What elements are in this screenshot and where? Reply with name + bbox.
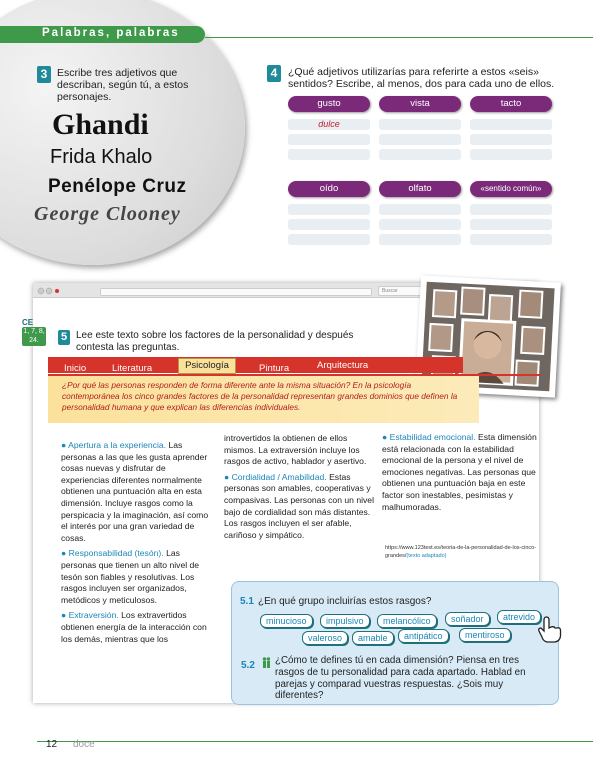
answer-box[interactable] xyxy=(379,134,461,145)
answer-box[interactable] xyxy=(379,119,461,130)
question-5-1-number: 5.1 xyxy=(240,596,254,607)
answer-box[interactable] xyxy=(288,134,370,145)
answer-box[interactable] xyxy=(379,204,461,215)
source-note: (texto adaptado) xyxy=(406,553,447,559)
answer-box[interactable] xyxy=(288,149,370,160)
trait-chip[interactable]: soñador xyxy=(445,612,490,626)
exercise-5-badge: 5 xyxy=(58,330,70,345)
exercise-4-instruction: ¿Qué adjetivos utilizarías para referirte a estos «seis» sentidos? Escribe, al menos, dos para cada uno de ellos. xyxy=(288,66,555,90)
answer-box[interactable] xyxy=(288,219,370,230)
exercise-4-badge: 4 xyxy=(267,65,281,82)
footer-rule xyxy=(37,741,593,742)
tab-bar xyxy=(48,357,463,373)
header-rule xyxy=(205,37,593,38)
hand-cursor-icon xyxy=(536,616,562,644)
heading-extraversion: Extraversión. xyxy=(68,610,119,621)
answer-box[interactable] xyxy=(288,204,370,215)
search-input[interactable]: Buscar xyxy=(378,286,433,296)
exercise-3-instruction: Escribe tres adjetivos que describan, según tú, a estos personajes. xyxy=(57,67,189,103)
sense-olfato: olfato xyxy=(379,181,461,197)
heading-estabilidad: Estabilidad emocional. xyxy=(389,432,476,442)
name-frida-khalo: Frida Khalo xyxy=(50,146,153,168)
name-ghandi: Ghandi xyxy=(52,108,149,141)
answer-box[interactable] xyxy=(379,149,461,160)
answer-box[interactable] xyxy=(470,219,552,230)
tab-literatura[interactable]: Literatura xyxy=(112,363,153,374)
trait-chip[interactable]: mentiroso xyxy=(459,628,511,642)
browser-nav-icon[interactable] xyxy=(37,286,77,296)
answer-box[interactable] xyxy=(288,234,370,245)
tab-inicio[interactable]: Inicio xyxy=(64,363,87,374)
source-link[interactable]: https://www.123test.es/teoria-de-la-personalidad-de-los-cinco-grandes/(texto adaptado) xyxy=(385,545,537,559)
question-5-2-number: 5.2 xyxy=(241,660,255,671)
url-bar[interactable] xyxy=(100,288,372,296)
trait-chip[interactable]: impulsivo xyxy=(320,614,370,628)
heading-cordialidad: Cordialidad / Amabilidad. xyxy=(231,471,327,482)
answer-box[interactable] xyxy=(470,119,552,130)
trait-chip[interactable]: atrevido xyxy=(497,610,541,624)
heading-apertura: Apertura a la experiencia. xyxy=(68,440,167,450)
intro-text: ¿Por qué las personas responden de forma diferente ante la misma situación? En la psicología contemporánea los cinco grandes factores de la personalidad representan grandes dominios que definen la personalidad humana y que explican las diferencias individuales. xyxy=(62,380,458,412)
question-5-1-text: ¿En qué grupo incluirías estos rasgos? xyxy=(258,596,432,607)
trait-chip[interactable]: antipático xyxy=(398,629,449,643)
text-cordialidad: Estas personas son amables, cooperativas y compasivas. Las personas con un nivel bajo de cordialidad son más distantes. Los rasgos incluyen el ser afable, cariñoso y simpático. xyxy=(224,471,374,540)
answer-box[interactable] xyxy=(379,234,461,245)
answer-box[interactable] xyxy=(379,219,461,230)
article-column-2: introvertidos la obtienen de ellos mismos. La extraversión incluye los rasgos de activo, hablador y asertivo. ● Cordialidad / Amabilidad. Estas personas son amables, cooperativas y compasivas. Las personas con un nivel bajo de cordialidad son más distantes. Los rasgos incluyen el ser afable, cariñoso y simpático. xyxy=(224,433,374,540)
ce-label: CE xyxy=(22,318,34,327)
name-george-clooney: George Clooney xyxy=(34,203,181,225)
answer-box[interactable] xyxy=(470,234,552,245)
trait-chip[interactable]: amable xyxy=(352,631,394,645)
tab-arquitectura[interactable]: Arquitectura xyxy=(317,360,369,371)
text-extraversion: Los extravertidos obtienen energía de la interacción con los demás, mientras que los xyxy=(61,610,207,644)
trait-chip[interactable]: valeroso xyxy=(302,631,348,645)
sense-vista: vista xyxy=(379,96,461,112)
answer-box[interactable]: dulce xyxy=(288,119,370,130)
exercise-3-badge: 3 xyxy=(37,66,51,83)
pair-work-icon xyxy=(262,657,270,668)
exercise-5-instruction: Lee este texto sobre los factores de la personalidad y después contesta las preguntas. xyxy=(76,330,354,353)
sense-sentido-comun: «sentido común» xyxy=(470,181,552,197)
page-number-word: doce xyxy=(73,739,95,750)
answer-box[interactable] xyxy=(470,134,552,145)
page-number: 12 xyxy=(46,739,58,750)
section-title: Palabras, palabras xyxy=(42,27,180,39)
text-apertura: Las personas a las que les gusta aprender cosas nuevas y disfrutar de experiencias diferentes normalmente obtienen una puntuación alta en esta dimensión. Incluye rasgos como la perspicacia y la imaginación, así como el interés por una gran variedad de cosas. xyxy=(61,440,209,543)
sense-tacto: tacto xyxy=(470,96,552,112)
tab-psicologia[interactable]: Psicología xyxy=(178,358,236,374)
sense-oido: oído xyxy=(288,181,370,197)
trait-chip[interactable]: minucioso xyxy=(260,614,313,628)
question-5-2-text: ¿Cómo te defines tú en cada dimensión? Piensa en tres rasgos de tu personalidad para cada apartado. Hablad en parejas y comparad vuestras respuestas. ¿Sois muy diferentes? xyxy=(275,655,526,702)
heading-responsabilidad: Responsabilidad (tesón). xyxy=(68,548,164,559)
answer-box[interactable] xyxy=(470,204,552,215)
tab-pintura[interactable]: Pintura xyxy=(259,363,290,374)
text-responsabilidad: Las personas que tienen un alto nivel de tesón son fiables y resolutivas. Los rasgos incluyen ser organizados, metódicos y meticulosos. xyxy=(61,548,200,605)
answer-box[interactable] xyxy=(470,149,552,160)
text-estabilidad: Esta dimensión está relacionada con la estabilidad emocional de la persona y el nivel de emociones negativas. Las personas que obtienen una puntuación baja en este factor son inestables, pesimistas y malhumoradas. xyxy=(382,432,537,512)
article-column-1: ● Apertura a la experiencia. Las personas a las que les gusta aprender cosas nuevas y disfrutar de experiencias diferentes normalmente obtienen una puntuación alta en esta dimensión. Incluye rasgos como la perspicacia y la imaginación, así como el interés por una gran variedad de cosas. ● Responsabilidad (tesón). Las personas que tienen un alto nivel de tesón son fiables y resolutivas. Los rasgos incluyen ser organizados, metódicos y meticulosos. ● Extraversión. Los extravertidos obtienen energía de la interacción con los demás, mientras que los xyxy=(61,440,209,644)
article-column-3: ● Estabilidad emocional. Esta dimensión está relacionada con la estabilidad emocional de la persona y el nivel de emociones negativas. Las personas que obtienen una puntuación baja en este factor son inestables, pesimistas y malhumoradas. xyxy=(382,432,537,512)
name-penelope-cruz: Penélope Cruz xyxy=(48,176,187,197)
text-introvertidos: introvertidos la obtienen de ellos mismos. La extraversión incluye los rasgos de activo, hablador y asertivo. xyxy=(224,433,367,467)
sense-gusto: gusto xyxy=(288,96,370,112)
trait-chip[interactable]: melancólico xyxy=(377,614,437,628)
ce-refs: 1, 7, 8, 24. xyxy=(23,328,45,344)
